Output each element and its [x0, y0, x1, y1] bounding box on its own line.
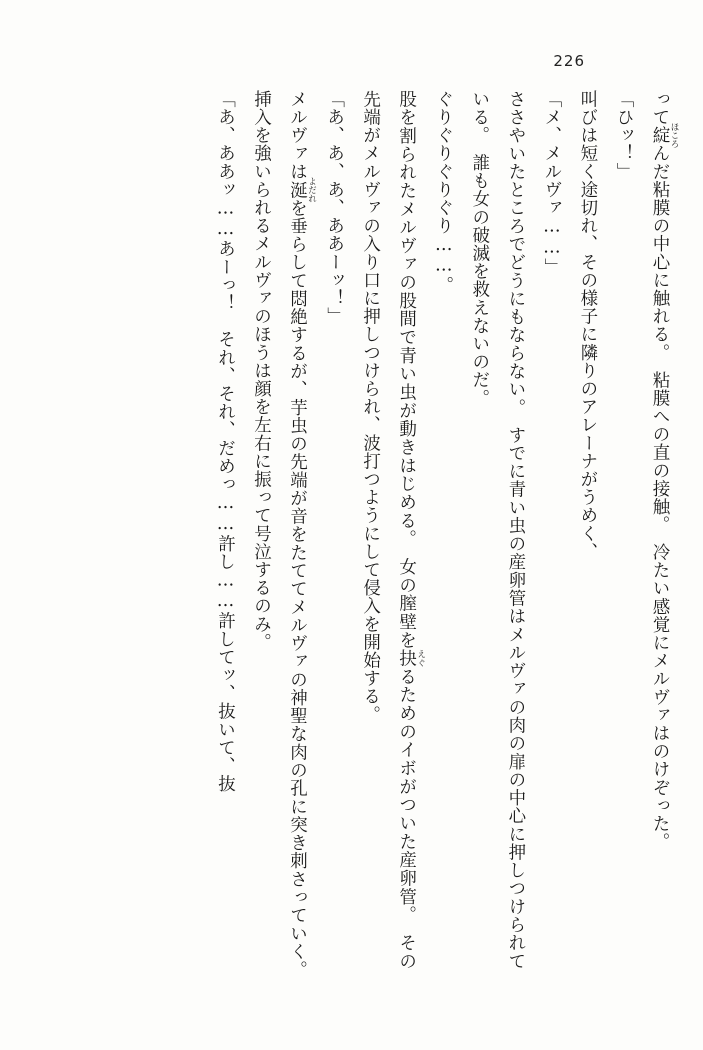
ruby-annotation: 綻 ほころ — [650, 122, 679, 149]
paragraph: ささやいたところでどうにもならない。 すでに青い虫の産卵管はメルヴァの肉の扉の中心に押しつけられている。 誰も女の破滅を救えないのだ。 — [469, 90, 526, 970]
paragraph: 「あ、あ、あ、ああーッ！」 — [324, 90, 345, 326]
paragraph: 「ひッ！」 — [613, 90, 634, 181]
paragraph: 「メ、メルヴァ……」 — [541, 90, 562, 276]
page-number: 226 — [553, 52, 585, 70]
paragraph: ぐりぐりぐりぐり……。 — [433, 90, 454, 295]
novel-body-text — [49, 90, 679, 989]
ruby-annotation: 抉 えぐ — [396, 649, 426, 668]
ruby-annotation: 涎 よだれ — [287, 177, 317, 203]
paragraph: 股を割られたメルヴァの股間で青い虫が動きはじめる。 女の膣壁を抉 えぐるためのイボがついた産卵管。 その先端がメルヴァの入り口に押しつけられ、波打つようにして侵入を開始する。 — [360, 90, 426, 970]
paragraph: って綻 ほころんだ粘膜の中心に触れる。 粘膜への直の接触。 冷たい感覚にメルヴァはのけぞった。 — [650, 90, 679, 851]
paragraph: 叫びは短く途切れ、その様子に隣りのアレーナがうめく、 — [577, 90, 598, 561]
paragraph: メルヴァは涎 よだれを垂らして悶絶するが、芋虫の先端が音をたててメルヴァの神聖な肉の孔に突き刺さっていく。 挿入を強いられるメルヴァのほうは顔を左右に振って号泣するのみ。 — [251, 90, 317, 989]
paragraph: 「あ、ああッ……あーっ！ それ、それ、だめっ……許し……許してッ、抜いて、抜 — [215, 90, 236, 793]
